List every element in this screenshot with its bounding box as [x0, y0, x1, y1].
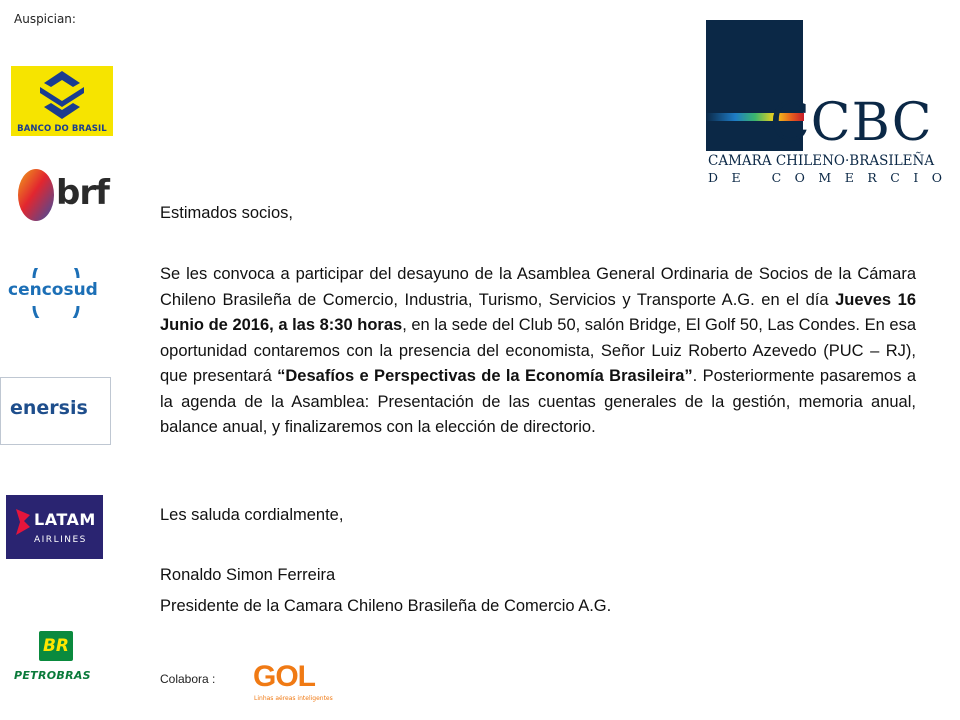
- collaborator-label: Colabora :: [160, 672, 216, 686]
- petrobras-logo: [12, 625, 104, 685]
- paragraph-intro: Se les convoca a participar del desayuno de la Asamblea General Ordinaria de Socios de la Cámara Chileno Brasileña de Comercio, Industria, Turismo, Servicios y Transporte A.G. en el día: [160, 265, 916, 309]
- letter-paragraph: [160, 262, 916, 441]
- cencosud-wordmark: cencosud: [8, 280, 98, 300]
- cencosud-logo: [6, 268, 106, 318]
- banco-do-brasil-wordmark: BANCO DO BRASIL: [17, 124, 107, 134]
- letter-closing: Les saluda cordialmente,: [160, 506, 344, 524]
- latam-logo: [6, 495, 103, 559]
- ccbc-acronym: CCBC: [770, 93, 933, 153]
- signer-name: Ronaldo Simon Ferreira: [160, 566, 336, 584]
- latam-wordmark: LATAM: [34, 510, 96, 529]
- brf-sphere-icon: [16, 167, 56, 223]
- gol-logo: [253, 660, 333, 708]
- ccbc-name-line2: DE COMERCIO: [708, 170, 956, 185]
- latam-flag-icon: [12, 507, 34, 537]
- gol-wordmark: GOL: [253, 660, 315, 693]
- ccbc-name-line1: CAMARA CHILENO·BRASILEÑA: [708, 153, 935, 169]
- petrobras-wordmark: PETROBRAS: [14, 669, 91, 682]
- petrobras-br-mark: BR: [39, 631, 73, 661]
- latam-subtitle: AIRLINES: [34, 535, 87, 545]
- banco-do-brasil-icon: [32, 69, 92, 121]
- enersis-logo: [0, 377, 111, 445]
- paragraph-middle: , en la sede del Club 50, salón Bridge, El Golf 50, Las Condes. En esa oportunidad contaremos con la presencia del economista, Señor Luiz Roberto Azevedo (PUC – RJ), que presentará: [160, 316, 916, 385]
- signer-role: Presidente de la Camara Chileno Brasileña de Comercio A.G.: [160, 597, 612, 615]
- talk-title: “Desafíos e Perspectivas de la Economía Brasileira”: [277, 367, 693, 385]
- letter-greeting: Estimados socios,: [160, 204, 293, 222]
- sponsors-label: Auspician:: [14, 12, 76, 26]
- enersis-wordmark: enersis: [10, 397, 88, 419]
- paragraph-end: . Posteriormente pasaremos a la agenda de la Asamblea: Presentación de las cuentas generales de la gestión, memoria anual, balance anual, y finalizaremos con la elección de directorio.: [160, 367, 916, 436]
- brf-logo: [16, 167, 109, 225]
- banco-do-brasil-logo: [11, 66, 113, 136]
- brf-wordmark: brf: [56, 173, 109, 213]
- gol-tagline: Linhas aéreas inteligentes: [254, 695, 333, 702]
- event-date: Jueves 16 Junio de 2016, a las 8:30 horas: [160, 290, 916, 334]
